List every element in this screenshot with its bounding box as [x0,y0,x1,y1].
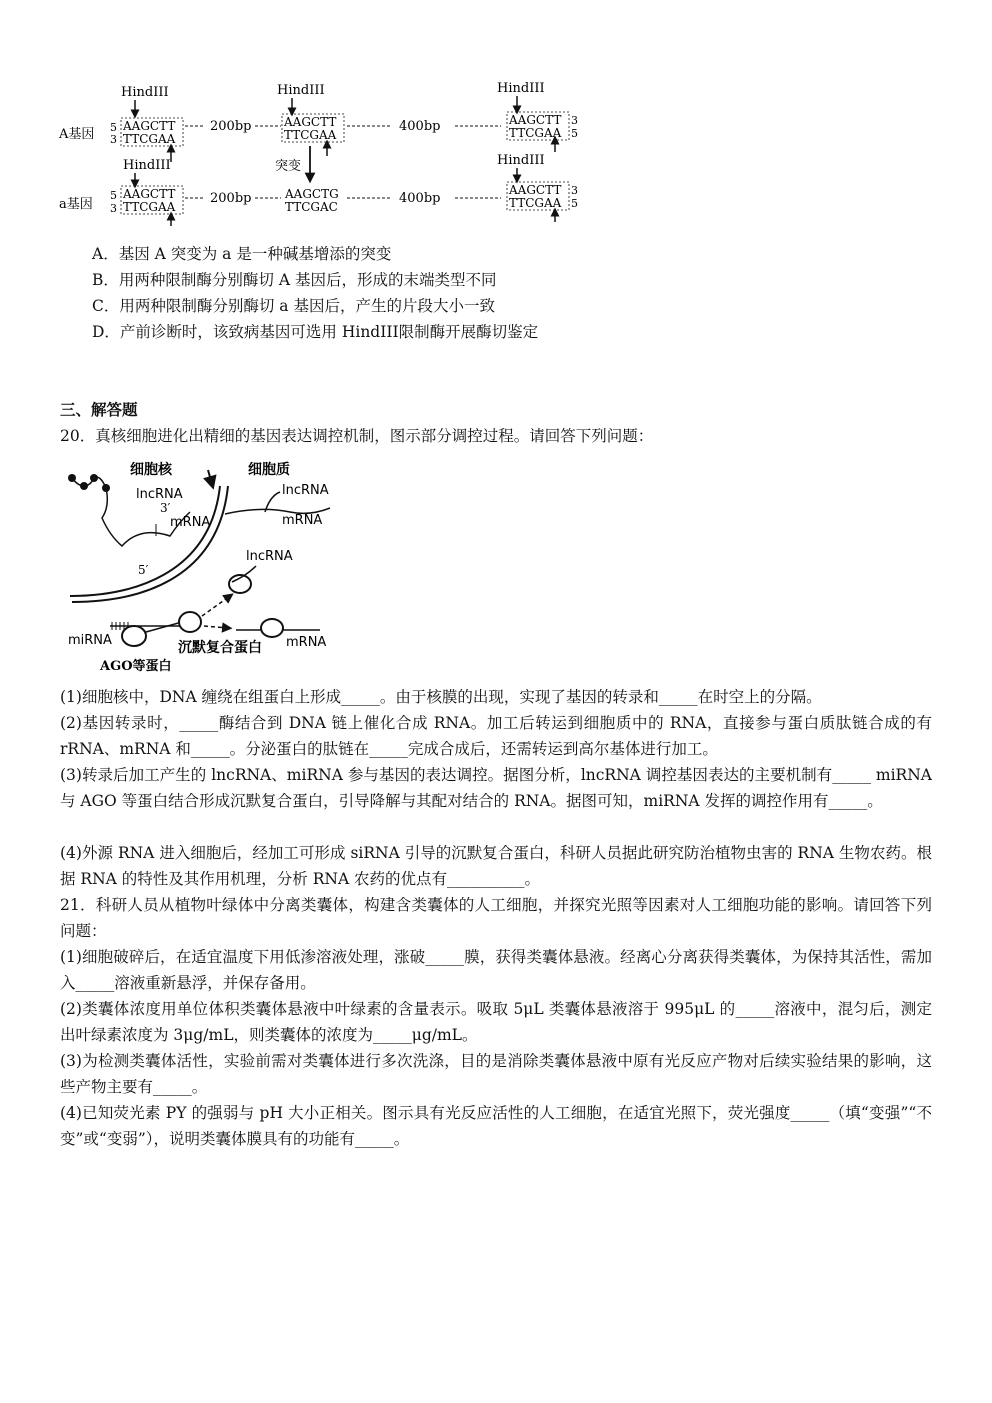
site-a3-bottom: TTCGAA [509,196,562,210]
label-mirna: miRNA [68,633,112,648]
nuclear-membrane-inner [72,486,228,602]
label-mrna-cyto: mRNA [282,513,323,528]
option-b: B．用两种限制酶分别酶切 A 基因后，形成的末端类型不同 [92,271,497,289]
three-prime-a-right: 3 [571,184,578,197]
option-d: D．产前诊断时，该致病基因可选用 HindIII限制酶开展酶切鉴定 [92,323,539,341]
q21-part1: (1)细胞破碎后，在适宜温度下用低渗溶液处理，涨破_____膜，获得类囊体悬液。经离心分离获得类囊体，为保持其活性，需加入_____溶液重新悬浮，并保存备用。 [60,948,932,992]
section-title: 三、解答题 [60,400,138,419]
label-3prime: 3′ [160,501,171,515]
bound-complex-icon [261,619,283,637]
label-nucleus: 细胞核 [130,462,172,478]
label-cytoplasm: 细胞质 [248,462,290,478]
three-prime-A-right: 3 [571,114,578,127]
label-mrna-target: mRNA [286,635,327,650]
five-prime-a-left: 5 [110,189,117,202]
hind-label-a3: HindIII [497,153,545,168]
len-A-400: 400bp [399,119,441,134]
site-A2-top: AAGCTT [284,115,337,129]
hind-label-a1: HindIII [123,158,171,173]
option-a: A．基因 A 突变为 a 是一种碱基增添的突变 [92,245,392,263]
q20-part2: (2)基因转录时，_____酶结合到 DNA 链上催化合成 RNA。加工后转运到细胞质中的 RNA，直接参与蛋白质肽链合成的有 rRNA、mRNA 和_____。分泌蛋白的肽链在_____完成合成后，还需转运到高尔基体进行加工。 [60,714,932,758]
site-a1-top: AAGCTT [123,187,176,201]
silencing-complex-icon [179,612,201,632]
site-A1-top: AAGCTT [123,119,176,133]
gene-a-label: a基因 [59,197,93,212]
three-prime-a-left: 3 [110,202,117,215]
label-lncrna-nucleus: lncRNA [136,487,183,502]
q20-stem: 20．真核细胞进化出精细的基因表达调控机制，图示部分调控过程。请回答下列问题： [60,427,654,445]
q21-part2: (2)类囊体浓度用单位体积类囊体悬液中叶绿素的含量表示。吸取 5μL 类囊体悬液溶于 995μL 的_____溶液中，混匀后，测定出叶绿素浓度为 3μg/mL，则类囊体的浓度为_____μg/mL。 [60,1000,932,1044]
hind-label-A2: HindIII [277,83,325,98]
site-A2-bottom: TTCGAA [284,128,337,142]
q20-part4: (4)外源 RNA 进入细胞后，经加工可形成 siRNA 引导的沉默复合蛋白，科研人员据此研究防治植物虫害的 RNA 生物农药。根据 RNA 的特性及其作用机理，分析 RNA 农药的优点有__________。 [60,844,932,888]
q21-part3: (3)为检测类囊体活性，实验前需对类囊体进行多次洗涤，目的是消除类囊体悬液中原有光反应产物对后续实验结果的影响，这些产物主要有_____。 [60,1052,932,1096]
site-a1-bottom: TTCGAA [123,200,176,214]
site-a3-top: AAGCTT [509,183,562,197]
site-A3-top: AAGCTT [509,113,562,127]
label-ago: AGO等蛋白 [100,659,172,674]
site-A3-bottom: TTCGAA [509,126,562,140]
three-prime-A-left: 3 [110,133,117,146]
label-lncrna-ribosome: lncRNA [246,549,293,564]
hind-label-A3: HindIII [497,81,545,96]
mutation-label: 突变 [275,159,302,174]
gene-restriction-diagram [55,78,595,228]
q21-stem: 21．科研人员从植物叶绿体中分离类囊体，构建含类囊体的人工细胞，并探究光照等因素对人工细胞功能的影响。请回答下列问题： [60,896,932,940]
label-lncrna-cyto: lncRNA [282,483,329,498]
label-silencing: 沉默复合蛋白 [178,640,262,656]
five-prime-A-left: 5 [110,121,117,134]
gene-regulation-figure [60,456,350,676]
option-c: C．用两种限制酶分别酶切 a 基因后，产生的片段大小一致 [92,297,495,315]
mutant-bottom: TTCGAC [285,200,338,214]
len-a-400: 400bp [399,191,441,206]
len-A-200: 200bp [210,119,252,134]
label-mrna-nucleus: mRNA [170,515,211,530]
five-prime-a-right: 5 [571,197,578,210]
q20-part3: (3)转录后加工产生的 lncRNA、miRNA 参与基因的表达调控。据图分析，lncRNA 调控基因表达的主要机制有_____ miRNA 与 AGO 等蛋白结合形成沉默复合蛋白，引导降解与其配对结合的 RNA。据图可知，miRNA 发挥的调控作用有_____。 [60,766,932,810]
nuclear-membrane-outer [70,486,220,596]
hind-label-A1: HindIII [121,85,169,100]
label-5prime: 5′ [138,563,149,577]
site-A1-bottom: TTCGAA [123,132,176,146]
q21-part4: (4)已知荧光素 PY 的强弱与 pH 大小正相关。图示具有光反应活性的人工细胞，在适宜光照下，荧光强度_____（填“变强”“不变”或“变弱”），说明类囊体膜具有的功能有_____。 [60,1104,932,1148]
ago-protein-icon [122,626,146,646]
mutant-top: AAGCTG [285,187,339,201]
len-a-200: 200bp [210,191,252,206]
q20-part1: (1)细胞核中，DNA 缠绕在组蛋白上形成_____。由于核膜的出现，实现了基因的转录和_____在时空上的分隔。 [60,688,822,706]
five-prime-A-right: 5 [571,127,578,140]
gene-A-label: A基因 [59,127,95,142]
